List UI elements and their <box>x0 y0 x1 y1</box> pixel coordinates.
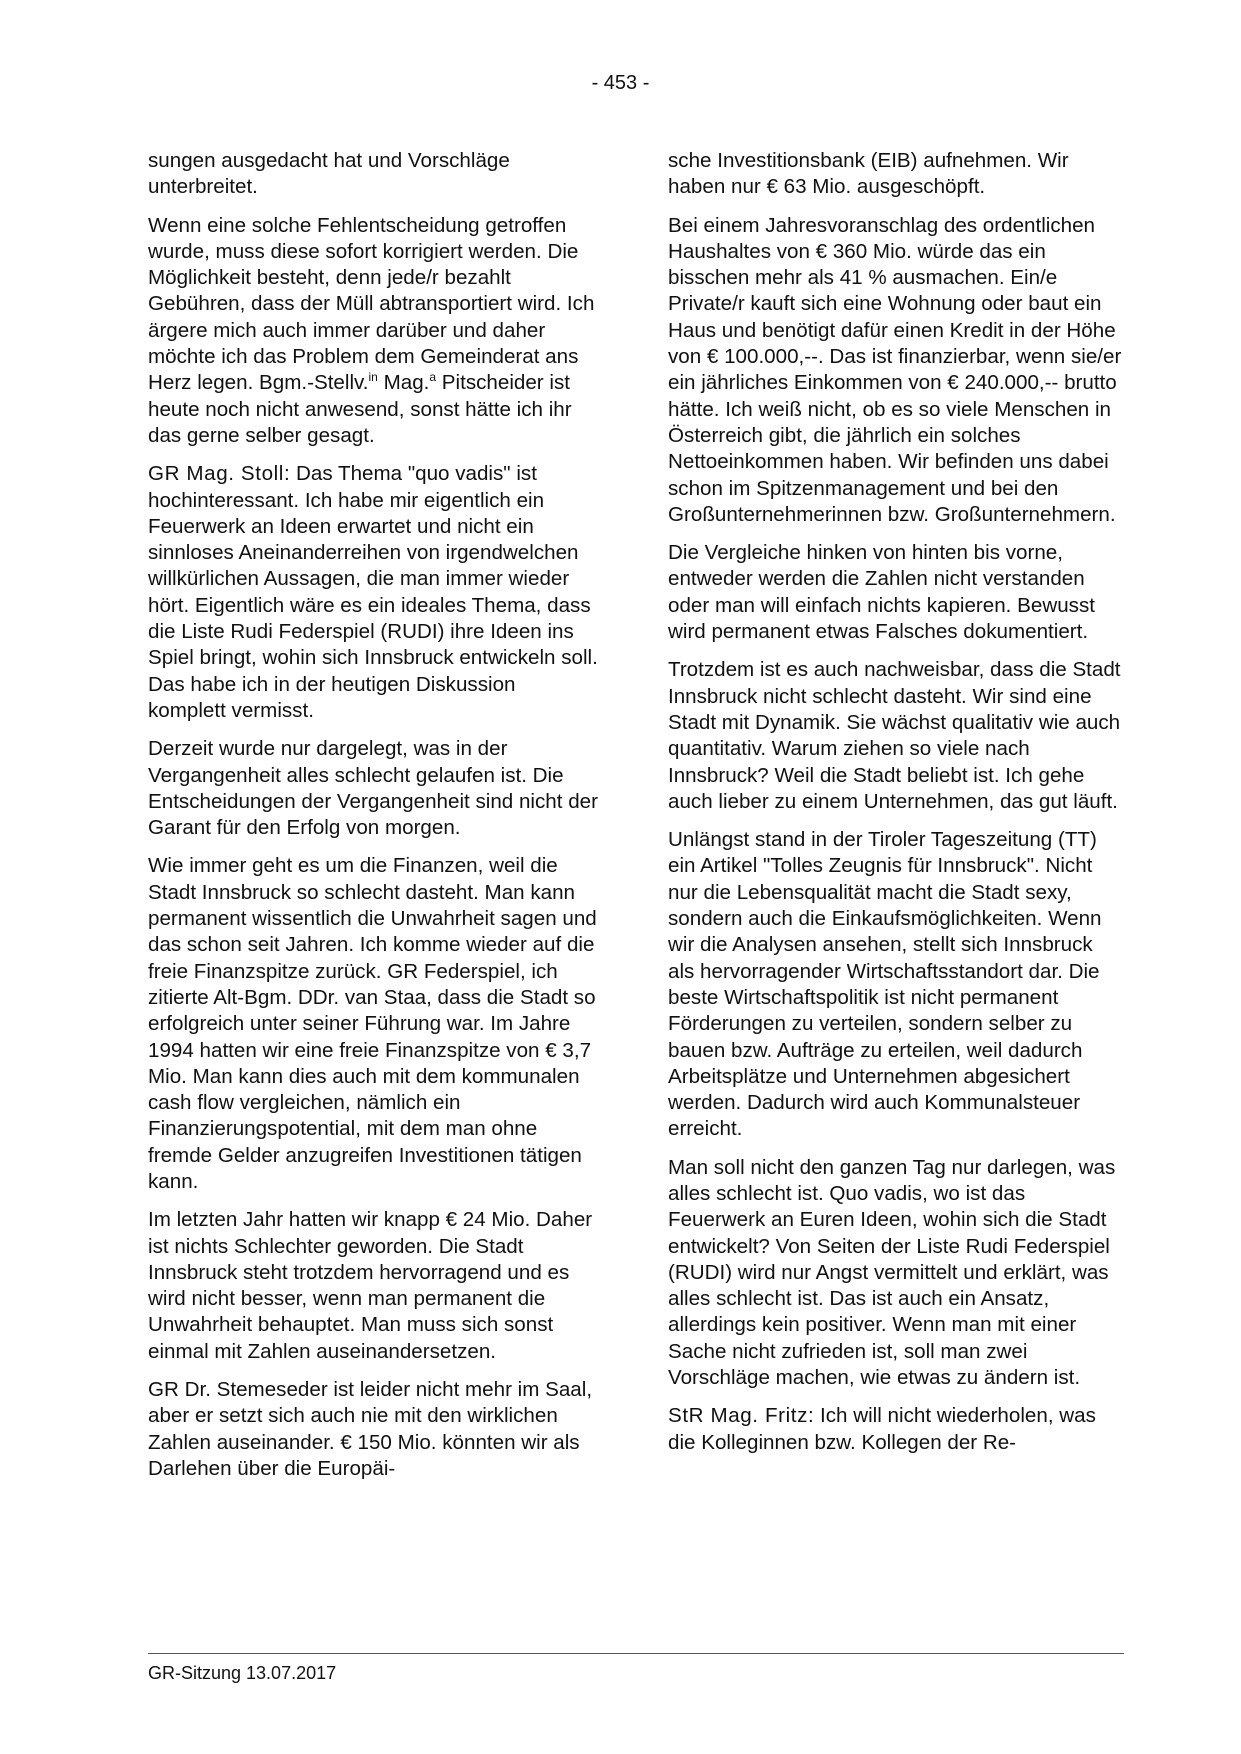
paragraph: Wie immer geht es um die Finanzen, weil die Stadt Innsbruck so schlecht dasteht. Man kann permanent wissentlich die Unwahrheit sagen und das schon seit Jahren. Ich komme wieder auf die freie Finanzspitze zurück. GR Federspiel, ich zitierte Alt-Bgm. DDr. van Staa, dass die Stadt so erfolgreich unter seiner Führung war. Im Jahre 1994 hatten wir eine freie Finanzspitze von € 3,7 Mio. Man kann dies auch mit dem kommunalen cash flow vergleichen, nämlich ein Finanzierungspotential, mit dem man ohne fremde Gelder anzugreifen Investitionen tätigen kann. <box>148 854 597 1193</box>
paragraph: Unlängst stand in der Tiroler Tageszeitung (TT) ein Artikel "Tolles Zeugnis für Innsbruck". Nicht nur die Lebensqualität macht die Stadt sexy, sondern auch die Einkaufsmöglichkeiten. Wenn wir die Analysen ansehen, stellt sich Innsbruck als hervorragender Wirtschaftsstandort dar. Die beste Wirtschaftspolitik ist nicht permanent Förderungen zu verteilen, sondern selber zu bauen bzw. Aufträge zu erteilen, weil dadurch Arbeitsplätze und Unternehmen abgesichert werden. Dadurch wird auch Kommunalsteuer erreicht. <box>668 828 1102 1141</box>
superscript: in <box>368 370 378 385</box>
paragraph-text: Pitscheider ist heute noch nicht anwesend, sonst hätte ich ihr das gerne selber gesagt. <box>148 371 572 447</box>
page-number: - 453 - <box>591 72 650 94</box>
speaker-name: GR Mag. Stoll: <box>148 462 291 486</box>
left-column <box>148 148 598 1494</box>
paragraph-text: Ich will nicht wiederholen, was die Kolleginnen bzw. Kollegen der Re- <box>668 1404 1096 1454</box>
paragraph-text: Mag. <box>377 371 430 395</box>
right-column <box>668 148 1124 1468</box>
paragraph-text: Das Thema "quo vadis" ist hochinteressant. Ich habe mir eigentlich ein Feuerwerk an Ideen erwartet und nicht ein sinnloses Aneinanderreihen von irgendwelchen willkürlichen Aussagen, die man immer wieder hört. Eigentlich wäre es ein ideales Thema, dass die Liste Rudi Federspiel (RUDI) ihre Ideen ins Spiel bringt, wohin sich Innsbruck entwickeln soll. Das habe ich in der heutigen Diskussion komplett vermisst. <box>148 462 598 722</box>
paragraph: Trotzdem ist es auch nachweisbar, dass die Stadt Innsbruck nicht schlecht dasteht. Wir sind eine Stadt mit Dynamik. Sie wächst qualitativ wie auch quantitativ. Warum ziehen so viele nach Innsbruck? Weil die Stadt beliebt ist. Ich gehe auch lieber zu einem Unternehmen, das gut läuft. <box>668 658 1121 813</box>
paragraph: Im letzten Jahr hatten wir knapp € 24 Mio. Daher ist nichts Schlechter geworden. Die Stadt Innsbruck steht trotzdem hervorragend und es wird nicht besser, wenn man permanent die Unwahrheit behauptet. Man muss sich sonst einmal mit Zahlen auseinandersetzen. <box>148 1208 593 1363</box>
paragraph: Bei einem Jahresvoranschlag des ordentlichen Haushaltes von € 360 Mio. würde das ein bisschen mehr als 41 % ausmachen. Ein/e Private/r kauft sich eine Wohnung oder baut ein Haus und benötigt dafür einen Kredit in der Höhe von € 100.000,--. Das ist finanzierbar, wenn sie/er ein jährliches Einkommen von € 240.000,-- brutto hätte. Ich weiß nicht, ob es so viele Menschen in Österreich gibt, die jährlich ein solches Nettoeinkommen haben. Wir befinden uns dabei schon im Spitzenmanagement und bei den Großunternehmerinnen bzw. Großunternehmern. <box>668 213 1122 526</box>
paragraph: Die Vergleiche hinken von hinten bis vorne, entweder werden die Zahlen nicht verstanden oder man will einfach nichts kapieren. Bewusst wird permanent etwas Falsches dokumentiert. <box>668 541 1095 644</box>
paragraph: sungen ausgedacht hat und Vorschläge unterbreitet. <box>148 149 510 199</box>
paragraph: GR Dr. Stemeseder ist leider nicht mehr im Saal, aber er setzt sich auch nie mit den wirklichen Zahlen auseinander. € 150 Mio. könnten wir als Darlehen über die Europäi- <box>148 1378 593 1480</box>
paragraph: sche Investitionsbank (EIB) aufnehmen. Wir haben nur € 63 Mio. ausgeschöpft. <box>668 149 1069 199</box>
speaker-name: StR Mag. Fritz: <box>668 1404 815 1428</box>
superscript: a <box>429 370 437 385</box>
paragraph: Derzeit wurde nur dargelegt, was in der Vergangenheit alles schlecht gelaufen ist. Die Entscheidungen der Vergangenheit sind nicht der Garant für den Erfolg von morgen. <box>148 737 598 840</box>
paragraph <box>148 213 598 450</box>
paragraph <box>148 461 598 724</box>
footer-divider <box>148 1653 1124 1654</box>
paragraph: Man soll nicht den ganzen Tag nur darlegen, was alles schlecht ist. Quo vadis, wo ist das Feuerwerk an Euren Ideen, wohin sich die Stadt entwickelt? Von Seiten der Liste Rudi Federspiel (RUDI) wird nur Angst vermittelt und erklärt, was alles schlecht ist. Das ist auch ein Ansatz, allerdings kein positiver. Wenn man mit einer Sache nicht zufrieden ist, soll man zwei Vorschläge machen, wie etwas zu ändern ist. <box>668 1155 1116 1390</box>
paragraph-text: Wenn eine solche Fehlentscheidung getroffen wurde, muss diese sofort korrigiert werden. Die Möglichkeit besteht, denn jede/r bezahlt Gebühren, dass der Müll abtransportiert wird. Ich ärgere mich auch immer darüber und daher möchte ich das Problem dem Gemeinderat ans Herz legen. Bgm.-Stellv. <box>148 213 595 395</box>
footer-session-date: GR-Sitzung 13.07.2017 <box>148 1663 337 1683</box>
paragraph <box>668 1403 1124 1456</box>
